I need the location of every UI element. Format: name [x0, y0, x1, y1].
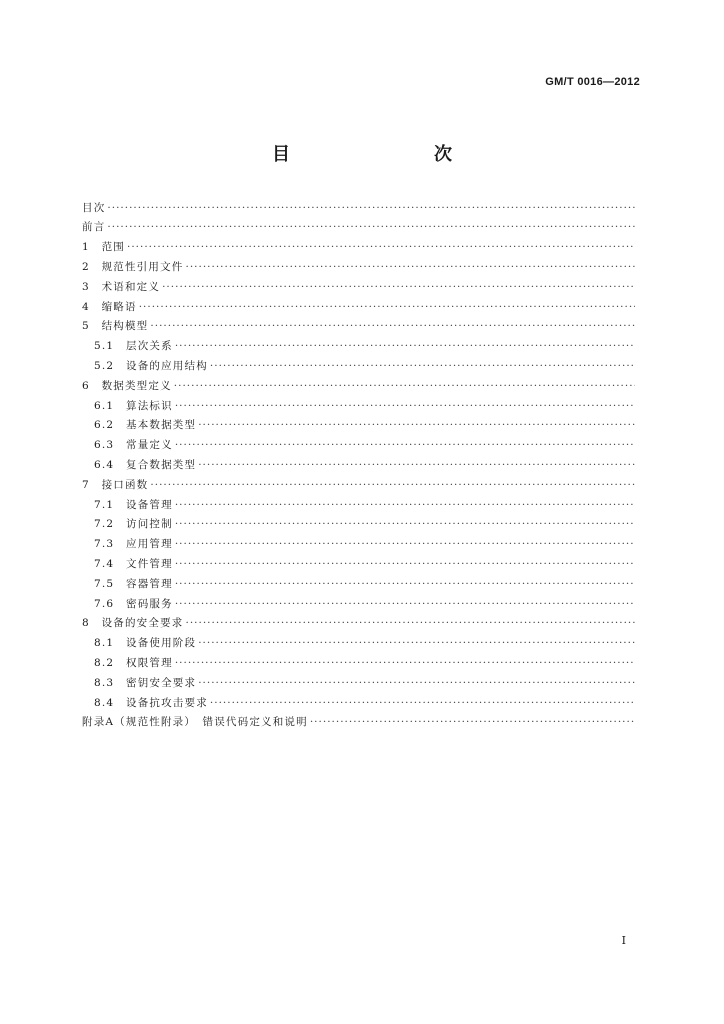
- toc-leader-dots: [210, 361, 635, 372]
- toc-entry[interactable]: [82, 257, 635, 277]
- toc-entry[interactable]: [82, 436, 635, 456]
- toc-entry-label: 6.3 常量定义: [94, 439, 173, 452]
- toc-leader-dots: [175, 519, 635, 530]
- toc-entry-label: 7.2 访问控制: [94, 518, 173, 531]
- toc-entry[interactable]: [82, 218, 635, 238]
- toc-entry[interactable]: [82, 713, 635, 733]
- toc-entry[interactable]: [82, 238, 635, 258]
- toc-entry[interactable]: [82, 653, 635, 673]
- toc-leader-dots: [175, 599, 635, 610]
- toc-entry-label: 7.3 应用管理: [94, 538, 173, 551]
- toc-leader-dots: [107, 222, 635, 233]
- toc-leader-dots: [185, 262, 635, 273]
- toc-leader-dots: [150, 480, 635, 491]
- toc-entry-label: 目次: [82, 201, 106, 214]
- toc-entry-label: 5.2 设备的应用结构: [94, 360, 208, 373]
- toc-leader-dots: [175, 341, 635, 352]
- toc-entry-label: 3 术语和定义: [82, 280, 161, 293]
- toc-entry-label: 8.1 设备使用阶段: [94, 637, 197, 650]
- toc-leader-dots: [175, 579, 635, 590]
- toc-leader-dots: [175, 539, 635, 550]
- toc-leader-dots: [198, 638, 635, 649]
- toc-entry[interactable]: [82, 337, 635, 357]
- toc-entry[interactable]: [82, 416, 635, 436]
- toc-entry[interactable]: [82, 614, 635, 634]
- toc-entry-label: 6.4 复合数据类型: [94, 459, 197, 471]
- toc-entry[interactable]: [82, 693, 635, 713]
- toc-leader-dots: [174, 381, 635, 392]
- toc-entry[interactable]: [82, 634, 635, 654]
- toc-leader-dots: [198, 420, 635, 431]
- standard-code: GM/T 0016—2012: [545, 76, 640, 88]
- toc-entry[interactable]: [82, 673, 635, 693]
- toc-entry[interactable]: [82, 475, 635, 495]
- toc-entry[interactable]: [82, 515, 635, 535]
- toc-entry[interactable]: [82, 396, 635, 416]
- toc-entry-label: 6.1 算法标识: [94, 399, 173, 412]
- toc-leader-dots: [127, 242, 635, 253]
- page-title: 目 次: [272, 144, 488, 165]
- toc-entry-label: 7.1 设备管理: [94, 498, 173, 511]
- toc-leader-dots: [107, 203, 635, 214]
- toc-entry[interactable]: [82, 455, 635, 475]
- toc-entry-label: 7 接口函数: [82, 478, 149, 491]
- toc-entry[interactable]: [82, 376, 635, 396]
- toc-entry[interactable]: [82, 317, 635, 337]
- toc-entry[interactable]: [82, 535, 635, 555]
- toc-entry-label: 5 结构模型: [82, 320, 149, 333]
- toc-leader-dots: [185, 618, 635, 629]
- toc-leader-dots: [210, 698, 635, 709]
- toc-leader-dots: [175, 401, 635, 412]
- toc-entry[interactable]: [82, 277, 635, 297]
- toc-entry-label: 6 数据类型定义: [82, 379, 172, 392]
- toc-leader-dots: [162, 282, 635, 293]
- toc-leader-dots: [150, 321, 635, 332]
- toc-entry-label: 7.4 文件管理: [94, 557, 173, 570]
- table-of-contents: [82, 198, 635, 733]
- toc-entry[interactable]: [82, 554, 635, 574]
- toc-leader-dots: [139, 302, 635, 313]
- toc-leader-dots: [198, 678, 635, 689]
- toc-entry[interactable]: [82, 574, 635, 594]
- toc-entry-label: 附录A（规范性附录） 错误代码定义和说明: [82, 716, 308, 729]
- toc-leader-dots: [175, 559, 635, 570]
- toc-entry-label: 8.3 密钥安全要求: [94, 676, 197, 689]
- toc-entry[interactable]: [82, 594, 635, 614]
- toc-entry-label: 8 设备的安全要求: [82, 617, 184, 630]
- toc-entry[interactable]: [82, 198, 635, 218]
- toc-entry-label: 8.2 权限管理: [94, 656, 173, 669]
- toc-entry-label: 8.4 设备抗攻击要求: [94, 696, 208, 709]
- toc-entry-label: 前言: [82, 221, 106, 234]
- toc-leader-dots: [310, 717, 635, 728]
- toc-entry-label: 4 缩略语: [82, 300, 137, 313]
- toc-leader-dots: [175, 658, 635, 669]
- toc-entry-label: 7.6 密码服务: [94, 597, 173, 610]
- toc-entry[interactable]: [82, 297, 635, 317]
- page-number: I: [621, 934, 626, 947]
- toc-entry-label: 7.5 容器管理: [94, 577, 173, 590]
- toc-entry[interactable]: [82, 495, 635, 515]
- toc-entry[interactable]: [82, 356, 635, 376]
- toc-entry-label: 2 规范性引用文件: [82, 261, 184, 274]
- toc-leader-dots: [175, 500, 635, 511]
- toc-entry-label: 1 范围: [82, 241, 125, 254]
- toc-leader-dots: [198, 460, 635, 471]
- toc-leader-dots: [175, 440, 635, 451]
- toc-entry-label: 5.1 层次关系: [94, 340, 173, 353]
- toc-entry-label: 6.2 基本数据类型: [94, 419, 197, 432]
